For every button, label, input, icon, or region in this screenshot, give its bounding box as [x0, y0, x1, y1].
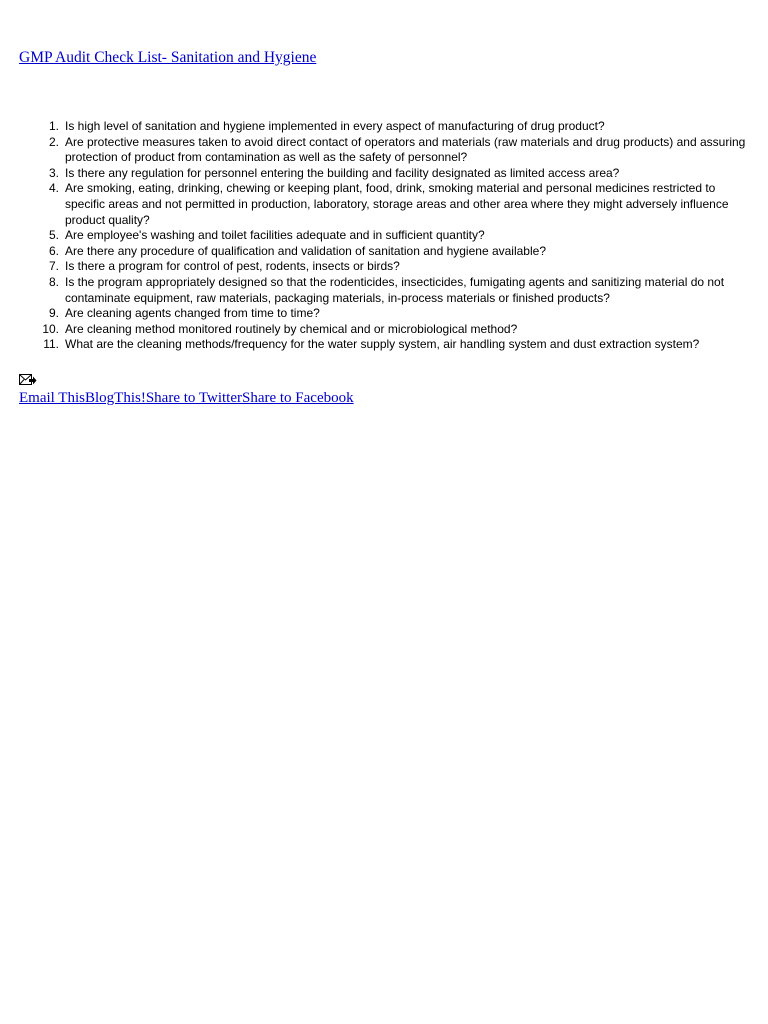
- item-number: 1.: [48, 119, 59, 133]
- share-to-facebook-link[interactable]: Share to Facebook: [241, 390, 354, 406]
- list-item: [48, 306, 755, 322]
- post-title: [19, 48, 316, 68]
- post-title-link[interactable]: GMP Audit Check List- Sanitation and Hygiene: [19, 49, 317, 66]
- item-text: Are smoking, eating, drinking, chewing or keeping plant, food, drink, smoking material and personal medicines restricted to specific areas and not permitted in production, laboratory, storage areas and other area where they might adversely influence product quality?: [65, 181, 729, 227]
- list-item: [48, 181, 755, 228]
- item-text: Is high level of sanitation and hygiene implemented in every aspect of manufacturing of drug product?: [65, 119, 605, 133]
- list-item: [48, 259, 755, 275]
- item-number: 6.: [48, 243, 59, 258]
- list-item: [48, 228, 755, 244]
- item-number: 11.: [43, 337, 59, 352]
- item-text: Are cleaning method monitored routinely by chemical and or microbiological method?: [65, 321, 518, 336]
- item-number: 4.: [48, 181, 59, 196]
- item-text: Are protective measures taken to avoid direct contact of operators and materials (raw materials and drug products) and assuring protection of product from contamination as well as the safety of personnel?: [65, 134, 746, 165]
- list-item: [48, 274, 755, 306]
- email-icon: [19, 373, 37, 387]
- item-number: 5.: [48, 228, 59, 243]
- item-text: Are cleaning agents changed from time to time?: [65, 306, 320, 321]
- share-to-twitter-link[interactable]: Share to Twitter: [145, 390, 242, 406]
- list-item: [48, 119, 755, 135]
- item-number: 7.: [48, 259, 59, 274]
- list-item: [42, 321, 755, 338]
- item-text: Is there any regulation for personnel entering the building and facility designated as limited access area?: [65, 165, 620, 180]
- item-number: 10.: [42, 321, 59, 336]
- item-number: 8.: [48, 274, 59, 289]
- share-area: [19, 373, 354, 407]
- email-this-link[interactable]: Email This: [19, 390, 85, 406]
- item-text: What are the cleaning methods/frequency for the water supply system, air handling system and dust extraction system?: [65, 337, 700, 352]
- list-item: [48, 165, 755, 182]
- list-item: [48, 243, 755, 260]
- item-text: Are employee's washing and toilet facilities adequate and in sufficient quantity?: [65, 228, 485, 243]
- email-icon-link[interactable]: [19, 373, 354, 387]
- item-number: 3.: [48, 165, 59, 180]
- list-item: [43, 337, 755, 353]
- list-item: [48, 134, 755, 166]
- blogthis-link[interactable]: BlogThis!: [84, 390, 146, 406]
- item-text: Are there any procedure of qualification and validation of sanitation and hygiene available?: [65, 243, 546, 258]
- item-text: Is there a program for control of pest, rodents, insects or birds?: [65, 259, 400, 274]
- item-number: 2.: [48, 134, 59, 149]
- share-links: [19, 389, 354, 407]
- item-text: Is the program appropriately designed so that the rodenticides, insecticides, fumigating agents and sanitizing material do not contaminate equipment, raw materials, packaging materials, in-process materials or finished products?: [65, 274, 725, 305]
- checklist: [42, 119, 755, 353]
- item-number: 9.: [48, 306, 59, 321]
